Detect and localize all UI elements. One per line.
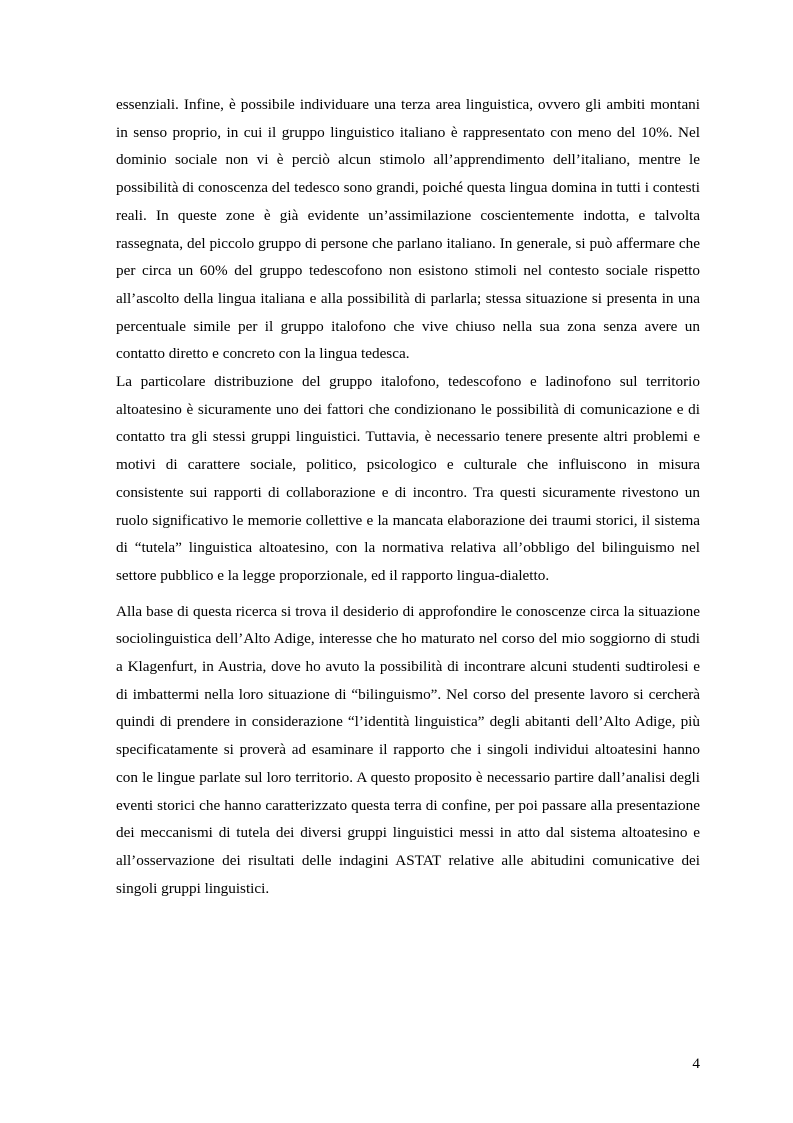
paragraph-2: La particolare distribuzione del gruppo italofono, tedescofono e ladinofono sul territorio altoatesino è sicuramente uno dei fattori che condizionano le possibilità di comunicazione e di contatto tra gli stessi gruppi linguistici. Tuttavia, è necessario tenere presente altri problemi e motivi di carattere sociale, politico, psicologico e culturale che influiscono in misura consistente sui rapporti di collaborazione e di incontro. Tra questi sicuramente rivestono un ruolo significativo le memorie collettive e la mancata elaborazione dei traumi storici, il sistema di “tutela” linguistica altoatesino, con la normativa relativa all’obbligo del bilinguismo nel settore pubblico e la legge proporzionale, ed il rapporto lingua-dialetto. (116, 373, 700, 584)
paragraph-1: essenziali. Infine, è possibile individuare una terza area linguistica, ovvero gli ambiti montani in senso proprio, in cui il gruppo linguistico italiano è rappresentato con meno del 10%. Nel dominio sociale non vi è perciò alcun stimolo all’apprendimento dell’italiano, mentre le possibilità di conoscenza del tedesco sono grandi, poiché questa lingua domina in tutti i contesti reali. In queste zone è già evidente un’assimilazione coscientemente indotta, e talvolta rassegnata, del piccolo gruppo di persone che parlano italiano. In generale, si può affermare che per circa un 60% del gruppo tedescofono non esistono stimoli nel contesto sociale rispetto all’ascolto della lingua italiana e alla possibilità di parlarla; stessa situazione si presenta in una percentuale simile per il gruppo italofono che vive chiuso nella sua zona senza avere un contatto diretto e concreto con la lingua tedesca. (116, 96, 700, 363)
body-text (116, 91, 700, 902)
paragraph-3: Alla base di questa ricerca si trova il desiderio di approfondire le conoscenze circa la situazione sociolinguistica dell’Alto Adige, interesse che ho maturato nel corso del mio soggiorno di studi a Klagenfurt, in Austria, dove ho avuto la possibilità di incontrare alcuni studenti sudtirolesi e di imbattermi nella loro situazione di “bilinguismo”. Nel corso del presente lavoro si cercherà quindi di prendere in considerazione “l’identità linguistica” degli abitanti dell’Alto Adige, più specificatamente si proverà ad esaminare il rapporto che i singoli individui altoatesini hanno con le lingue parlate sul loro territorio. A questo proposito è necessario partire dall’analisi degli eventi storici che hanno caratterizzato questa terra di confine, per poi passare alla presentazione dei meccanismi di tutela dei diversi gruppi linguistici messi in atto dal sistema altoatesino e all’osservazione dei risultati delle indagini ASTAT relative alle abitudini comunicative dei singoli gruppi linguistici. (116, 602, 700, 897)
page-number: 4 (692, 1055, 700, 1072)
